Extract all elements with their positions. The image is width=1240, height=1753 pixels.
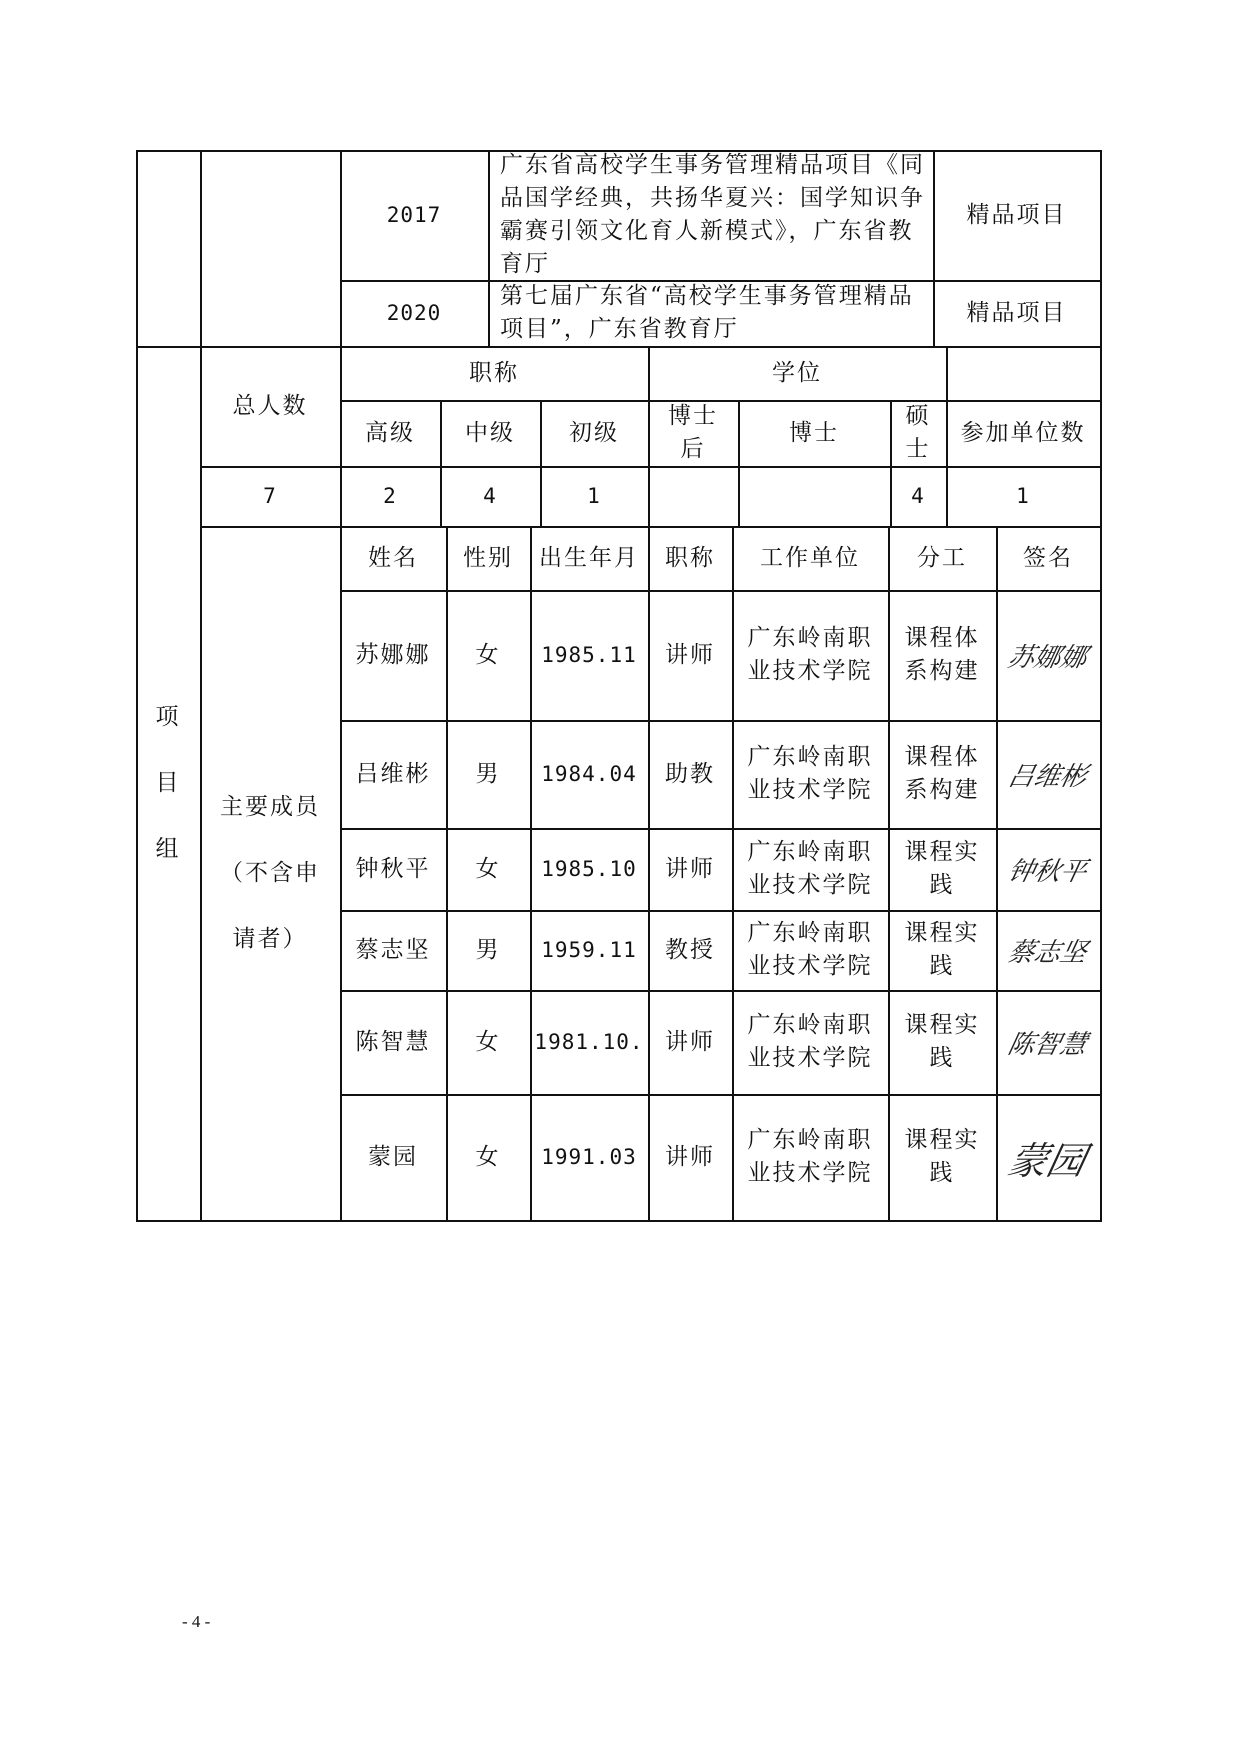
postdoc-value (648, 466, 738, 526)
member-signature: 钟秋平 (1005, 856, 1090, 887)
group-label: 项 目 组 (155, 703, 181, 862)
member-title: 讲师 (665, 855, 715, 882)
postdoc-label: 博士 后 (668, 403, 718, 462)
member-role: 课程实 践 (904, 920, 980, 979)
member-unit: 广东岭南职 业技术学院 (747, 1127, 873, 1186)
member-birth: 1984.04 (541, 761, 637, 786)
member-unit: 广东岭南职 业技术学院 (747, 920, 873, 979)
member-birth: 1981.10. (534, 1029, 644, 1054)
member-role: 课程实 践 (904, 1012, 980, 1071)
member-signature: 吕维彬 (1005, 761, 1090, 792)
member-gender: 男 (475, 936, 501, 963)
member-header-gender: 性别 (463, 544, 513, 571)
junior-label: 初级 (569, 419, 619, 446)
member-header-title: 职称 (665, 544, 715, 571)
member-unit: 广东岭南职 业技术学院 (747, 625, 873, 684)
member-role: 课程体 系构建 (904, 625, 980, 684)
member-name: 吕维彬 (355, 760, 431, 787)
member-signature: 蔡志坚 (1005, 937, 1090, 968)
member-header-birth: 出生年月 (539, 544, 639, 571)
member-gender: 女 (475, 1143, 501, 1170)
table-rule (136, 1220, 1102, 1222)
member-name: 钟秋平 (355, 855, 431, 882)
units-label: 参加单位数 (960, 419, 1086, 446)
phd-label: 博士 (789, 419, 839, 446)
member-title: 讲师 (665, 1143, 715, 1170)
page-number: - 4 - (182, 1612, 211, 1631)
member-birth: 1985.11 (541, 642, 637, 667)
member-role: 课程实 践 (904, 839, 980, 898)
award-year: 2020 (386, 300, 442, 325)
member-role: 课程实 践 (904, 1127, 980, 1186)
member-gender: 女 (475, 1028, 501, 1055)
senior-value: 2 (383, 483, 397, 508)
total-label: 总人数 (232, 392, 308, 419)
award-description: 广东省高校学生事务管理精品项目《同品国学经典，共扬华夏兴：国学知识争霸赛引领文化育人新模式》，广东省教育厅 (500, 152, 925, 277)
member-title: 教授 (665, 936, 715, 963)
master-label: 硕 士 (905, 403, 931, 462)
total-value: 7 (263, 483, 277, 508)
phd-value (738, 466, 890, 526)
award-level: 精品项目 (966, 299, 1067, 326)
senior-label: 高级 (365, 419, 415, 446)
middle-label: 中级 (465, 419, 515, 446)
member-signature: 苏娜娜 (1005, 642, 1090, 673)
title-header: 职称 (469, 359, 519, 386)
member-role: 课程体 系构建 (904, 744, 980, 803)
member-name: 陈智慧 (355, 1028, 431, 1055)
award-description: 第七届广东省“高校学生事务管理精品项目”，广东省教育厅 (500, 283, 914, 342)
member-title: 讲师 (665, 1028, 715, 1055)
member-header-signature: 签名 (1023, 544, 1073, 571)
member-unit: 广东岭南职 业技术学院 (747, 839, 873, 898)
member-title: 助教 (665, 760, 715, 787)
award-level: 精品项目 (966, 201, 1067, 228)
member-title: 讲师 (665, 641, 715, 668)
member-birth: 1991.03 (541, 1144, 637, 1169)
member-header-name: 姓名 (368, 544, 418, 571)
member-header-role: 分工 (917, 544, 967, 571)
middle-value: 4 (483, 483, 497, 508)
member-birth: 1959.11 (541, 937, 637, 962)
member-birth: 1985.10 (541, 856, 637, 881)
member-unit: 广东岭南职 业技术学院 (747, 744, 873, 803)
junior-value: 1 (587, 483, 601, 508)
master-value: 4 (911, 483, 925, 508)
member-header-unit: 工作单位 (760, 544, 860, 571)
degree-header: 学位 (772, 359, 822, 386)
members-label: 主要成员 （不含申 请者） (220, 793, 320, 952)
table-rule (1100, 150, 1102, 1222)
member-signature: 陈智慧 (1005, 1029, 1090, 1060)
member-signature: 蒙园 (1004, 1138, 1090, 1183)
award-year: 2017 (386, 202, 442, 227)
units-value: 1 (1016, 483, 1030, 508)
member-gender: 女 (475, 855, 501, 882)
member-gender: 女 (475, 641, 501, 668)
member-name: 苏娜娜 (355, 641, 431, 668)
member-name: 蔡志坚 (355, 936, 431, 963)
member-name: 蒙园 (368, 1143, 418, 1170)
member-unit: 广东岭南职 业技术学院 (747, 1012, 873, 1071)
member-gender: 男 (475, 760, 501, 787)
